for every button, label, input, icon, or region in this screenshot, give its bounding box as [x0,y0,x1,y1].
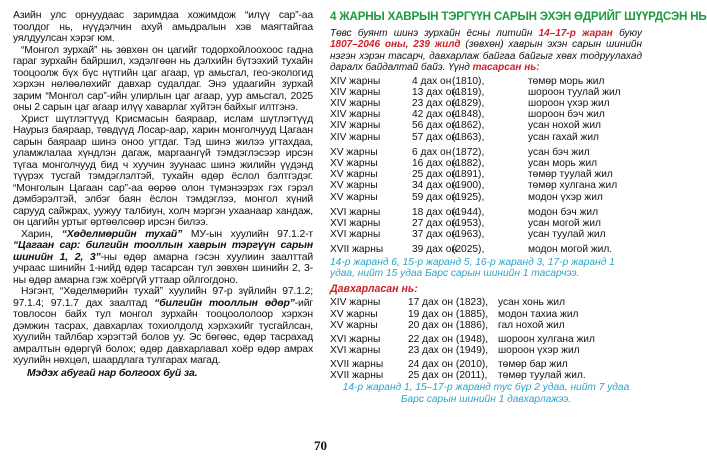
animal-year-cell: усан могой жил [528,218,601,230]
year-cell: (1882), [452,158,485,170]
table-row [330,345,642,356]
p4-text-c: -ны өдөр амарна гэсэн хуулиин заалттай учраас шинийн 1-нийд өдөр тасарсан тул зөвхөн шинийн 2, 3-ны өдөр амарна гэж хоёргүй уттаар ойлгогдоно. [13,251,313,286]
p5-emphasis: “билгийн тооллын өдөр” [154,297,295,309]
paragraph-5 [13,286,313,367]
left-column [13,10,313,379]
year-number-cell: 13 дах он [412,86,457,98]
table-row [330,147,642,158]
year-cell: (1872), [452,146,485,158]
jaran-cell: XIV жарны [330,109,381,121]
table-row [330,370,642,381]
intro-highlight-3: тасарсан нь: [472,62,540,74]
year-cell: (1862), [452,120,485,132]
table-row [330,169,642,180]
animal-year-cell: модон үхэр жил [528,191,603,203]
year-cell: (1891), [452,169,485,181]
table-row [330,120,642,131]
doubled-summary-note: 14-р жаранд 1, 15–17-р жаранд тус бүр 2 удаа, нийт 7 удаа Барс сарын шинийн 1 давхарлажээ. [342,382,630,405]
table-row [330,297,642,308]
jaran-cell: XIV жарны [330,297,381,309]
animal-year-cell: төмөр хулгана жил [528,180,618,192]
animal-year-cell: усан нохой жил [528,120,601,132]
table-row [330,207,642,218]
jaran-cell: XIV жарны [330,86,381,98]
jaran-cell: XIV жарны [330,120,381,132]
animal-year-cell: төмөр туулай жил. [498,370,586,382]
jaran-cell: XV жарны [330,146,378,158]
table-row [330,98,642,109]
jaran-cell: XVII жарны [330,244,384,256]
jaran-cell: XV жарны [330,191,378,203]
animal-year-cell: шороон бэч жил [528,109,605,121]
animal-year-cell: гал нохой жил [498,319,565,331]
intro-text-b: буюу [612,28,643,39]
year-cell: 17 дах он (1823), [408,297,489,309]
paragraph-1: Азийн улс орнуудаас заримдаа хожимдож “илүү сар”-аа тоолдог нь, нүүдэлчин ахуй амьдралын хэв маягтайгаа уялдуулсан хэрэг юм. [13,10,313,44]
closing-line: Мэдэх абугай нар болгоох буй за. [27,367,198,379]
intro-highlight-1: 14–17-р жаран [538,28,613,39]
animal-year-cell: усан гахай жил [528,131,599,143]
table-row [330,180,642,191]
table-row [330,109,642,120]
p4-text-b: МУ-ын хуулийн 97.1.2-т [182,228,313,240]
jaran-cell: XVI жарны [330,333,381,345]
year-number-cell: 23 дах он [412,98,457,110]
table-row [330,132,642,143]
table-row [330,229,642,240]
doubled-heading: Давхарласан нь: [330,283,418,296]
animal-year-cell: төмөр бар жил [498,358,568,370]
cut-years-table [330,76,642,256]
jaran-cell: XVII жарны [330,358,384,370]
jaran-cell: XV жарны [330,308,378,320]
animal-year-cell: усан туулай жил [528,229,606,241]
year-cell: (1953), [452,218,485,230]
year-cell: (1810), [452,75,485,87]
jaran-cell: XV жарны [330,158,378,170]
animal-year-cell: төмөр морь жил [528,75,605,87]
jaran-cell: XV жарны [330,180,378,192]
year-number-cell: 34 дах он [412,180,457,192]
animal-year-cell: усан хонь жил [498,297,566,309]
section-title: 4 ЖАРНЫ ХАВРЫН ТЭРГҮҮН САРЫН ЭХЭН ӨДРИЙГ ШҮҮРДСЭН НЬ [330,10,707,23]
jaran-cell: XIV жарны [330,75,381,87]
year-number-cell: 27 дах он [412,218,457,230]
year-cell: 23 дах он (1949), [408,344,489,356]
table-row [330,244,642,255]
table-row [330,158,642,169]
animal-year-cell: шороон туулай жил [528,86,621,98]
page-number: 70 [314,438,327,453]
intro-text-c: (зөвхөн) хаврын эхэн сарын шинийн нэгэн хэрэн тасарч, давхарлаж байгаа байгыг хөвх тодруулахад даралх байдалтай байэ. Үүнд [330,39,642,74]
p5-text-b: -ийг товлосон байх тул монгол зурхайн тооцоололоор хэрхэн дэмжин тасрах, давхарлах тохиолдолд хэрхэхийг тусгайлсан, хуулийн тайлбар хэрэгтэй болов уу. Эс бөгөөс, өдөр тасрахад амралтын өдөргүй болох; өдөр давхарлавал хоёр өдөр амрах хуулийн нөхцөл, шаардлага тулгарах магад. [13,297,313,366]
year-number-cell: 56 дах он [412,120,457,132]
paragraph-2: “Монгол зурхай” нь зөвхөн он цагийг тодорхойлоохоос гадна гараг зурхайн байршил, хэдэлгөөн нь дэлхийн бүтээхий тухайн тооцоолж бүх бүс нүтгийн цаг агаар, үр амьсгал, гео-экологид хэрхэн нөлөөлөхийг давхар судалдаг. Энэ удаагийн зурхай зарим “Монгол сар”-ийн улирлын цаг агаар, уур амьсгал, 2025 оны 2 сарын цаг агаар илүү хаварлаг хүйтэн байхыг илтгэнэ. [13,44,313,113]
jaran-cell: XVI жарны [330,229,381,241]
p4-emphasis-2: “Цагаан сар: билгийн тооллын хаврын тэргүүн сарын шинийн 1, 2, 3” [13,240,313,263]
jaran-cell: XV жарны [330,319,378,331]
animal-year-cell: модон бэч жил [528,206,599,218]
year-number-cell: 59 дах он [412,191,457,203]
year-number-cell: 42 дах он [412,109,457,121]
jaran-cell: XVI жарны [330,206,381,218]
table-row [330,76,642,87]
year-number-cell: 4 дах он [412,75,452,87]
table-row [330,192,642,203]
jaran-cell: XIV жарны [330,131,381,143]
year-cell: 25 дах он (2011), [408,370,488,382]
p5-text-a: Нэгэнт, “Хөделмөрийн тухай” хуулийн 97-р зүйлийн 97.1.2; 97.1.4; 97.1.7 дах заалтад [13,286,313,309]
table-row [330,87,642,98]
right-column [330,10,707,405]
table-row [330,309,642,320]
year-number-cell: 18 дах он [412,206,457,218]
jaran-cell: XVII жарны [330,370,384,382]
cut-summary-note: 14-р жаранд 6, 15-р жаранд 5, 16-р жаранд 3, 17-р жаранд 1 удаа, нийт 15 удаа Барс сарын шинийн 1 тасарчээ. [330,256,615,280]
jaran-cell: XIV жарны [330,98,381,110]
animal-year-cell: модон тахиа жил [498,308,579,320]
year-cell: (1819), [452,86,485,98]
paragraph-4 [13,229,313,287]
intro-text-a: Төвс буянт шинэ зурхайн ёсны литийн [330,28,539,39]
year-number-cell: 37 дах он [412,229,457,241]
paragraph-3: Христ шүтлэгтүүд Крисмасын баяраар, ислам шүтлэгтүүд Наурыз баяраар, төвдүүд Лосар-аар, харин монголчууд Цагаан сарын баяраар шинэ оноо угтдаг. Тэд шинэ жилээ угтахдаа, уламжлалаа хүндлэн дагаж, маргаангүй тэмдэглэсээр ирсэн түгаа монголчууд бид ч хуучин зуунаас шинэ жилийн үүдэнд түүрэх тусгай тэмдэглэлтэй, тухайн өдөр ёслол бэлтгэдэг. “Монголын Цагаан сар”-аа өөрөө олон түмэнээрэх гэх гэрэл дэмбэрэлтэй, элбэг баян ёслон тэмдэглээ, монгол хүний сарууд сайжрах, уужуу талбиун, холч мэргэн ухаанаар хандаж, он цагийн уртыг өртөөлсөөр ирсэн билээ. [13,113,313,228]
year-number-cell: 6 дах он [412,146,452,158]
table-row [330,334,642,345]
year-cell: 22 дах он (1948), [408,333,489,345]
animal-year-cell: усан бэч жил [528,146,590,158]
animal-year-cell: модон могой жил. [528,244,613,256]
year-cell: (1963), [452,229,485,241]
intro-highlight-2: 1807–2046 оны, 239 жилд [330,39,461,51]
table-row [330,320,642,331]
animal-year-cell: шороон үхэр жил [498,344,580,356]
year-cell: (2025), [452,244,485,256]
p4-emphasis-1: “Хөделмөрийн тухай” [61,228,183,240]
year-cell: (1863), [452,131,485,143]
intro-paragraph [330,28,642,74]
year-cell: 19 дах он (1885), [408,308,489,320]
year-number-cell: 39 дах он [412,244,457,256]
jaran-cell: XV жарны [330,169,378,181]
doubled-years-table [330,297,642,381]
table-row [330,359,642,370]
animal-year-cell: шороон үхэр жил [528,98,610,110]
year-number-cell: 57 дах он [412,131,457,143]
year-number-cell: 16 дах он [412,158,457,170]
animal-year-cell: шороон хулгана жил [498,333,595,345]
year-cell: 24 дах он (2010), [408,358,489,370]
p4-text-a: Харин, [21,228,62,240]
year-cell: (1944), [452,206,485,218]
animal-year-cell: усан морь жил [528,158,598,170]
year-cell: 20 дах он (1886), [408,319,489,331]
table-row [330,218,642,229]
jaran-cell: XVI жарны [330,344,381,356]
year-cell: (1900), [452,180,485,192]
jaran-cell: XVI жарны [330,218,381,230]
year-number-cell: 25 дах он [412,169,457,181]
animal-year-cell: төмөр туулай жил [528,169,613,181]
year-cell: (1829), [452,98,485,110]
year-cell: (1925), [452,191,485,203]
year-cell: (1848), [452,109,485,121]
